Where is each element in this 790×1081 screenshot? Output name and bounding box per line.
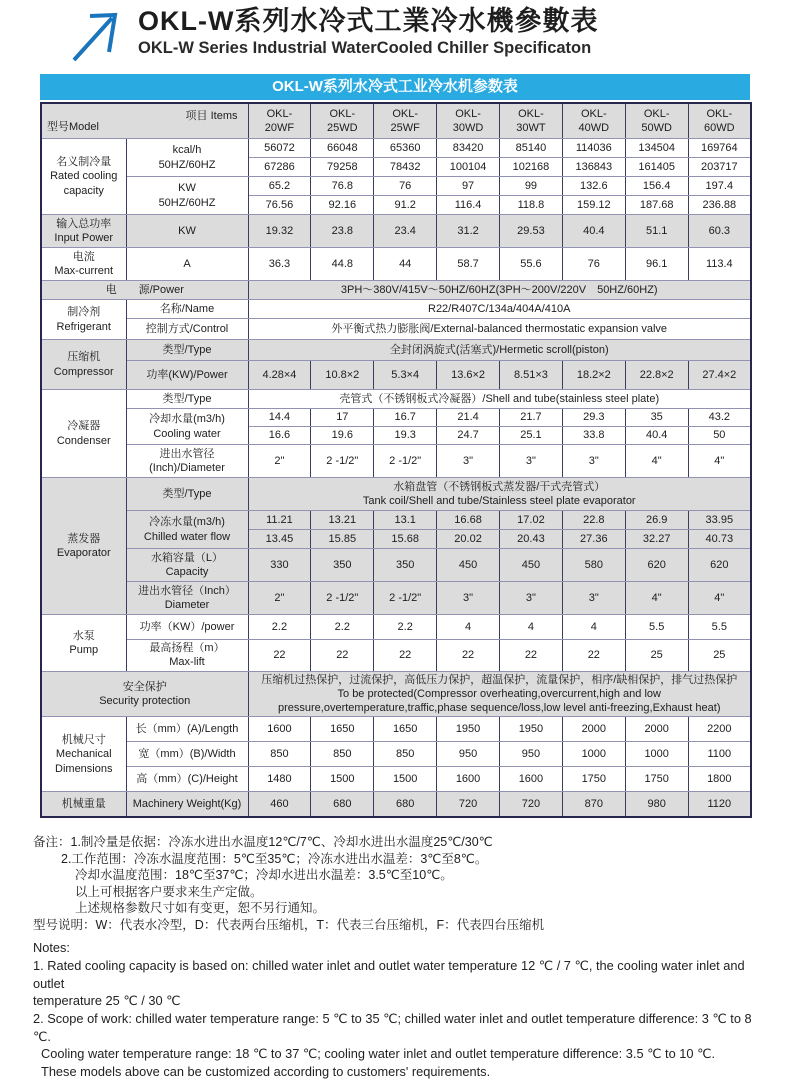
table-cell: 3" [500, 582, 563, 615]
table-cell: 16.7 [374, 409, 437, 427]
table-cell: 1500 [311, 767, 374, 792]
section-label: 冷凝器 Condenser [41, 390, 126, 478]
table-cell: 1000 [562, 742, 625, 767]
section-label: 水泵 Pump [41, 615, 126, 672]
table-cell: 25 [688, 640, 751, 672]
table-banner: OKL-W系列水冷式工业冷水机参数表 [40, 74, 750, 100]
table-cell: 14.4 [248, 409, 311, 427]
table-cell: 外平衡式热力膨胀阀/External-balanced thermostatic expansion valve [248, 319, 751, 340]
table-cell: 22.8 [562, 511, 625, 530]
table-cell: 159.12 [562, 196, 625, 215]
table-cell: 450 [500, 549, 563, 582]
table-cell: 1600 [437, 767, 500, 792]
note-line: 2. Scope of work: chilled water temperature range: 5 ℃ to 35 ℃; chilled water inlet and outlet temperature difference: 3 ℃ to 8 ℃. [33, 1011, 752, 1044]
table-cell: 4" [625, 582, 688, 615]
table-cell: 580 [562, 549, 625, 582]
table-cell: 13.45 [248, 530, 311, 549]
table-cell: 850 [311, 742, 374, 767]
table-cell: 4" [688, 582, 751, 615]
table-cell: 35 [625, 409, 688, 427]
section-label: 电 源/Power [41, 281, 248, 300]
table-cell: 43.2 [688, 409, 751, 427]
table-cell: 27.36 [562, 530, 625, 549]
table-cell: 18.2×2 [562, 361, 625, 390]
table-cell: 3PH～380V/415V～50HZ/60HZ(3PH～200V/220V 50HZ/60HZ) [248, 281, 751, 300]
table-cell: 620 [625, 549, 688, 582]
note-line: These models above can be customized according to customers' requirements. [41, 1064, 491, 1080]
table-cell: 16.68 [437, 511, 500, 530]
table-cell: 950 [500, 742, 563, 767]
table-cell: 13.6×2 [437, 361, 500, 390]
table-cell: 680 [374, 792, 437, 818]
table-cell: 1600 [248, 717, 311, 742]
table-cell: 850 [248, 742, 311, 767]
section-label: 机械重量 [41, 792, 126, 818]
table-cell: 26.9 [625, 511, 688, 530]
table-cell: 3" [437, 582, 500, 615]
table-cell: 40.4 [562, 215, 625, 248]
table-cell: 29.53 [500, 215, 563, 248]
table-cell: 22 [374, 640, 437, 672]
table-cell: 1750 [562, 767, 625, 792]
corner-cell [41, 103, 248, 139]
note-line: temperature 25 ℃ / 30 ℃ [33, 993, 181, 1009]
table-cell: 4 [500, 615, 563, 640]
table-cell: 114036 [562, 139, 625, 158]
table-cell: 169764 [688, 139, 751, 158]
section-label: 电流 Max-current [41, 248, 126, 281]
section-label: 安全保护 Security protection [41, 671, 248, 717]
table-cell: 13.21 [311, 511, 374, 530]
table-cell: 22 [500, 640, 563, 672]
item-label: 长（mm）(A)/Length [126, 717, 248, 742]
table-cell: 60.3 [688, 215, 751, 248]
table-cell: 134504 [625, 139, 688, 158]
item-label: 功率(KW)/Power [126, 361, 248, 390]
spec-table [40, 102, 752, 818]
model-header: OKL- 40WD [562, 103, 625, 139]
table-cell: 10.8×2 [311, 361, 374, 390]
table-cell: 100104 [437, 158, 500, 177]
table-cell: 85140 [500, 139, 563, 158]
table-cell: 3" [500, 445, 563, 478]
model-header: OKL- 30WT [500, 103, 563, 139]
table-cell: 50 [688, 427, 751, 445]
table-cell: 136843 [562, 158, 625, 177]
table-cell: 22 [562, 640, 625, 672]
table-cell: 17.02 [500, 511, 563, 530]
notes-chinese [33, 834, 773, 933]
item-label: 类型/Type [126, 478, 248, 511]
item-label: 功率（KW）/power [126, 615, 248, 640]
table-cell: 870 [562, 792, 625, 818]
item-label: 名称/Name [126, 300, 248, 319]
table-cell: 113.4 [688, 248, 751, 281]
note-line: Cooling water temperature range: 18 ℃ to 37 ℃; cooling water inlet and outlet temperature difference: 3.5 ℃ to 10 ℃. [41, 1046, 716, 1062]
table-cell: 4 [562, 615, 625, 640]
note-line: 上述规格参数尺寸如有变更，恕不另行通知。 [75, 901, 326, 916]
item-label: 控制方式/Control [126, 319, 248, 340]
table-cell: 22 [437, 640, 500, 672]
model-header: OKL- 20WF [248, 103, 311, 139]
table-cell: 2200 [688, 717, 751, 742]
table-cell: 2 -1/2" [311, 582, 374, 615]
table-cell: 19.6 [311, 427, 374, 445]
table-cell: 330 [248, 549, 311, 582]
table-cell: 156.4 [625, 177, 688, 196]
table-cell: 187.68 [625, 196, 688, 215]
table-cell: 236.88 [688, 196, 751, 215]
item-label: KW 50HZ/60HZ [126, 177, 248, 215]
table-cell: 76.8 [311, 177, 374, 196]
table-cell: 350 [374, 549, 437, 582]
table-cell: 3" [562, 582, 625, 615]
table-cell: 2 -1/2" [311, 445, 374, 478]
table-cell: 水箱盘管（不锈钢板式蒸发器/干式壳管式） Tank coil/Shell and tube/Stainless steel plate evaporator [248, 478, 751, 511]
table-cell: 20.43 [500, 530, 563, 549]
note-line: 冷却水温度范围：18℃至37℃；冷却水进出水温差：3.5℃至10℃。 [75, 868, 453, 883]
table-cell: 3" [562, 445, 625, 478]
table-cell: 3" [437, 445, 500, 478]
table-cell: 1650 [311, 717, 374, 742]
note-line: 型号说明：W：代表水冷型，D：代表两台压缩机，T：代表三台压缩机，F：代表四台压缩机 [33, 917, 545, 932]
table-cell: 203717 [688, 158, 751, 177]
table-cell: 5.5 [625, 615, 688, 640]
table-cell: 67286 [248, 158, 311, 177]
table-cell: 1100 [688, 742, 751, 767]
table-cell: 23.4 [374, 215, 437, 248]
table-cell: 15.68 [374, 530, 437, 549]
item-label: KW [126, 215, 248, 248]
table-cell: 1600 [500, 767, 563, 792]
model-header: OKL- 25WD [311, 103, 374, 139]
table-cell: 79258 [311, 158, 374, 177]
item-label: 水箱容量（L） Capacity [126, 549, 248, 582]
table-cell: 980 [625, 792, 688, 818]
table-cell: 11.21 [248, 511, 311, 530]
section-label: 蒸发器 Evaporator [41, 478, 126, 615]
table-cell: 25 [625, 640, 688, 672]
table-cell: 950 [437, 742, 500, 767]
table-cell: 1950 [500, 717, 563, 742]
table-cell: 29.3 [562, 409, 625, 427]
table-cell: 1950 [437, 717, 500, 742]
model-header: OKL- 25WF [374, 103, 437, 139]
table-cell: 2 -1/2" [374, 582, 437, 615]
table-cell: 850 [374, 742, 437, 767]
table-cell: 83420 [437, 139, 500, 158]
item-label: A [126, 248, 248, 281]
table-cell: 118.8 [500, 196, 563, 215]
table-cell: 44.8 [311, 248, 374, 281]
section-label: 输入总功率 Input Power [41, 215, 126, 248]
table-cell: 44 [374, 248, 437, 281]
table-cell: 19.32 [248, 215, 311, 248]
table-cell: 22 [248, 640, 311, 672]
section-label: 名义制冷量 Rated cooling capacity [41, 139, 126, 215]
table-cell: 5.3×4 [374, 361, 437, 390]
table-cell: 76 [374, 177, 437, 196]
table-cell: 2" [248, 445, 311, 478]
page-title-en: OKL-W Series Industrial WaterCooled Chiller Specificaton [138, 39, 592, 58]
table-cell: 1120 [688, 792, 751, 818]
item-label: 高（mm）(C)/Height [126, 767, 248, 792]
table-cell: 51.1 [625, 215, 688, 248]
table-cell: 4.28×4 [248, 361, 311, 390]
table-cell: 350 [311, 549, 374, 582]
table-cell: 116.4 [437, 196, 500, 215]
item-label: 进出水管径（Inch） Diameter [126, 582, 248, 615]
table-cell: 1800 [688, 767, 751, 792]
model-header: OKL- 30WD [437, 103, 500, 139]
table-cell: 2 -1/2" [374, 445, 437, 478]
table-cell: 36.3 [248, 248, 311, 281]
table-cell: 33.95 [688, 511, 751, 530]
corner-model-label: 型号Model [47, 120, 99, 133]
table-cell: 1500 [374, 767, 437, 792]
item-label: 进出水管径 (Inch)/Diameter [126, 445, 248, 478]
note-line: 1. Rated cooling capacity is based on: chilled water inlet and outlet water temperature 12 ℃ / 7 ℃, the cooling water inlet and outlet [33, 958, 745, 991]
table-cell: 2000 [562, 717, 625, 742]
spec-table-body [41, 103, 751, 817]
model-header: OKL- 60WD [688, 103, 751, 139]
table-cell: 22.8×2 [625, 361, 688, 390]
table-cell: 1480 [248, 767, 311, 792]
table-cell: 1750 [625, 767, 688, 792]
table-cell: 2.2 [311, 615, 374, 640]
table-cell: 2.2 [248, 615, 311, 640]
table-cell: 1000 [625, 742, 688, 767]
table-cell: 4" [625, 445, 688, 478]
table-cell: 31.2 [437, 215, 500, 248]
table-cell: 23.8 [311, 215, 374, 248]
note-line: 以上可根据客户要求来生产定做。 [75, 884, 263, 899]
table-cell: 20.02 [437, 530, 500, 549]
table-cell: 40.4 [625, 427, 688, 445]
item-label: Machinery Weight(Kg) [126, 792, 248, 818]
table-cell: 97 [437, 177, 500, 196]
note-line: Notes: [33, 940, 70, 956]
table-cell: R22/R407C/134a/404A/410A [248, 300, 751, 319]
model-header: OKL- 50WD [625, 103, 688, 139]
section-label: 压缩机 Compressor [41, 340, 126, 390]
table-cell: 76.56 [248, 196, 311, 215]
table-cell: 91.2 [374, 196, 437, 215]
table-cell: 壳管式（不锈钢板式冷凝器）/Shell and tube(stainless steel plate) [248, 390, 751, 409]
table-cell: 99 [500, 177, 563, 196]
table-cell: 102168 [500, 158, 563, 177]
section-label: 机械尺寸 Mechanical Dimensions [41, 717, 126, 792]
table-cell: 720 [437, 792, 500, 818]
table-cell: 450 [437, 549, 500, 582]
table-cell: 8.51×3 [500, 361, 563, 390]
table-cell: 22 [311, 640, 374, 672]
table-cell: 2000 [625, 717, 688, 742]
table-cell: 78432 [374, 158, 437, 177]
table-cell: 21.4 [437, 409, 500, 427]
table-cell: 4" [688, 445, 751, 478]
note-line: 备注：1.制冷量是依据：冷冻水进出水温度12℃/7℃、冷却水进出水温度25℃/30℃ [33, 835, 493, 850]
table-cell: 32.27 [625, 530, 688, 549]
page-title-zh: OKL-W系列水冷式工業冷水機參數表 [138, 6, 599, 36]
table-cell: 16.6 [248, 427, 311, 445]
table-cell: 2.2 [374, 615, 437, 640]
table-cell: 2" [248, 582, 311, 615]
table-cell: 56072 [248, 139, 311, 158]
corner-items-label: 项目 Items [185, 110, 238, 122]
table-cell: 19.3 [374, 427, 437, 445]
table-cell: 620 [688, 549, 751, 582]
document-header [68, 6, 790, 64]
table-cell: 197.4 [688, 177, 751, 196]
table-cell: 24.7 [437, 427, 500, 445]
item-label: 冷冻水量(m3/h) Chilled water flow [126, 511, 248, 549]
note-line: 2.工作范围：冷冻水温度范围：5℃至35℃；冷冻水进出水温差：3℃至8℃。 [61, 851, 488, 866]
table-cell: 460 [248, 792, 311, 818]
arrow-up-right-icon [68, 6, 122, 64]
table-cell: 全封闭涡旋式(活塞式)/Hermetic scroll(piston) [248, 340, 751, 361]
table-cell: 5.5 [688, 615, 751, 640]
table-cell: 132.6 [562, 177, 625, 196]
table-cell: 13.1 [374, 511, 437, 530]
table-cell: 76 [562, 248, 625, 281]
table-cell: 21.7 [500, 409, 563, 427]
table-cell: 压缩机过热保护，过流保护，高低压力保护，超温保护，流量保护，相序/缺相保护，排气过热保护 To be protected(Compressor overheating,overcurrent,high and low pressure,overtemperature,traffic,phase sequence/loss,low level anti-freezing,Exhaust heat) [248, 671, 751, 717]
table-cell: 58.7 [437, 248, 500, 281]
table-cell: 65360 [374, 139, 437, 158]
table-cell: 17 [311, 409, 374, 427]
table-cell: 680 [311, 792, 374, 818]
notes-english [33, 939, 773, 1080]
table-cell: 1650 [374, 717, 437, 742]
section-label: 制冷剂 Refrigerant [41, 300, 126, 340]
item-label: 最高扬程（m） Max-lift [126, 640, 248, 672]
table-cell: 66048 [311, 139, 374, 158]
table-cell: 15.85 [311, 530, 374, 549]
table-cell: 25.1 [500, 427, 563, 445]
item-label: kcal/h 50HZ/60HZ [126, 139, 248, 177]
table-cell: 4 [437, 615, 500, 640]
table-cell: 161405 [625, 158, 688, 177]
table-cell: 27.4×2 [688, 361, 751, 390]
table-cell: 720 [500, 792, 563, 818]
table-cell: 65.2 [248, 177, 311, 196]
item-label: 冷却水量(m3/h) Cooling water [126, 409, 248, 445]
table-cell: 96.1 [625, 248, 688, 281]
table-cell: 55.6 [500, 248, 563, 281]
table-cell: 40.73 [688, 530, 751, 549]
item-label: 类型/Type [126, 390, 248, 409]
table-cell: 33.8 [562, 427, 625, 445]
table-cell: 92.16 [311, 196, 374, 215]
item-label: 类型/Type [126, 340, 248, 361]
item-label: 宽（mm）(B)/Width [126, 742, 248, 767]
